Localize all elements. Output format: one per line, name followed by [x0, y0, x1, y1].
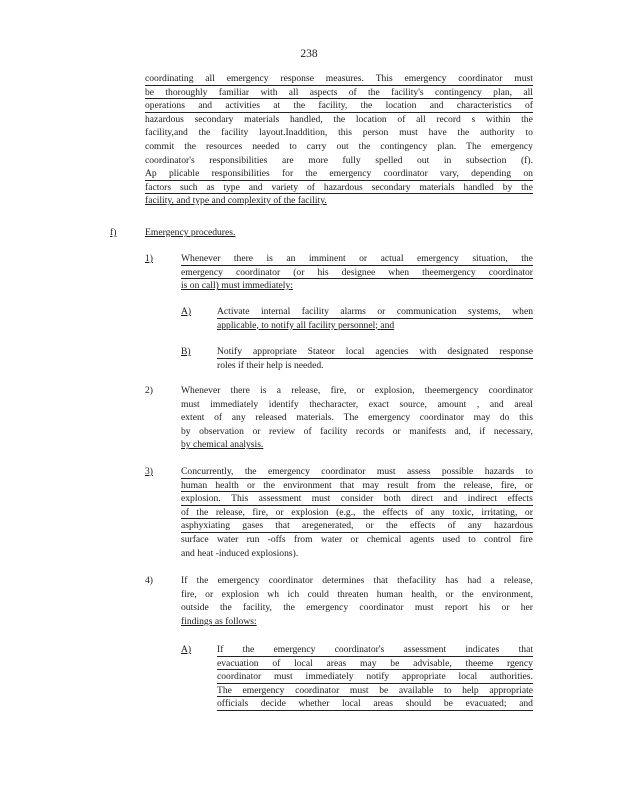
- item-3-text: [181, 465, 533, 560]
- item-4-text: [181, 574, 533, 628]
- page-number: 238: [300, 48, 318, 60]
- item-1-line-1: Whenever there is an imminent or actual emergency situation, the: [181, 253, 533, 264]
- intro-line-4: hazardous secondary materials handled, the location of all record s within the: [145, 113, 533, 125]
- intro-line-5: facility,and the facility layout.Inaddition, this person must have the authority to: [145, 127, 533, 139]
- item-1-text: [181, 252, 533, 293]
- section-f-label: f): [110, 227, 117, 238]
- item-3-line-5: asphyxiating gases that aregenerated, or the effects of any hazardous: [181, 520, 533, 532]
- item-3-line-1: Concurrently, the emergency coordinator must assess possible hazards to: [181, 466, 533, 477]
- item-1a-text: [217, 305, 533, 332]
- item-4-line-1: If the emergency coordinator determines that thefacility has had a release,: [181, 575, 533, 586]
- item-1-line-3: is on call) must immediately:: [181, 280, 293, 292]
- item-4-line-4: findings as follows:: [181, 615, 257, 627]
- item-1-line-2: emergency coordinator (or his designee when theemergency coordinator: [181, 266, 533, 278]
- intro-line-9: factors such as type and variety of hazardous secondary materials handled by the: [145, 181, 533, 193]
- item-4a-line-4: The emergency coordinator must be available to help appropriate: [217, 684, 533, 696]
- item-2-line-1: Whenever there is a release, fire, or explosion, theemergency coordinator: [181, 385, 533, 396]
- item-4a-label: A): [181, 644, 192, 655]
- item-2-text: [181, 384, 533, 452]
- section-f-title: Emergency procedures.: [145, 227, 236, 238]
- item-4a-line-1: If the emergency coordinator's assessment indicates that: [217, 644, 533, 655]
- item-2-line-5: by chemical analysis.: [181, 439, 264, 451]
- item-4a-line-2: evacuation of local areas may be advisable, theeme rgency: [217, 657, 533, 669]
- item-4-line-2: fire, or explosion wh ich could threaten human health, or the environment,: [181, 588, 533, 600]
- item-3-line-7: and heat -induced explosions).: [181, 547, 299, 559]
- intro-line-6: commit the resources needed to carry out the contingency plan. The emergency: [145, 140, 533, 152]
- item-3-label: 3): [145, 466, 153, 477]
- intro-paragraph: [145, 72, 533, 208]
- item-4a-line-5: officials decide whether local areas should be evacuated; and: [217, 698, 533, 710]
- item-1a-line-1: Activate internal facility alarms or communication systems, when: [217, 306, 533, 317]
- intro-line-10: facility, and type and complexity of the facility.: [145, 195, 327, 207]
- item-1a-line-2: applicable, to notify all facility personnel; and: [217, 319, 395, 331]
- item-1b-line-2: roles if their help is needed.: [217, 359, 324, 371]
- item-2-line-3: extent of any released materials. The emergency coordinator may do this: [181, 412, 533, 424]
- item-3-line-2: human health or the environment that may result from the release, fire, or: [181, 479, 533, 491]
- item-2-line-2: must immediately identify thecharacter, exact source, amount , and areal: [181, 398, 533, 410]
- item-3-line-3: explosion. This assessment must consider both direct and indirect effects: [181, 493, 533, 505]
- intro-line-3: operations and activities at the facility, the location and characteristics of: [145, 100, 533, 112]
- item-2-label: 2): [145, 385, 153, 396]
- item-1b-label: B): [181, 346, 191, 357]
- item-1a-label: A): [181, 306, 192, 317]
- item-1b-text: [217, 345, 533, 372]
- intro-line-2: be thoroughly familiar with all aspects of the facility's contingency plan, all: [145, 86, 533, 98]
- item-1b-line-1: Notify appropriate Stateor local agencies with designated response: [217, 346, 533, 357]
- intro-line-7: coordinator's responsibilities are more fully spelled out in subsection (f).: [145, 154, 533, 166]
- intro-line-1: coordinating all emergency response measures. This emergency coordinator must: [145, 73, 533, 84]
- item-4-line-3: outside the facility, the emergency coordinator must report his or her: [181, 602, 533, 614]
- item-3-line-4: of the release, fire, or explosion (e.g., the effects of any toxic, irritating, or: [181, 506, 533, 518]
- item-4-label: 4): [145, 575, 153, 586]
- item-3-line-6: surface water run -offs from water or chemical agents used to control fire: [181, 533, 533, 545]
- item-4a-text: [217, 643, 533, 711]
- intro-line-8: Ap plicable responsibilities for the emergency coordinator vary, depending on: [145, 168, 533, 180]
- item-1-label: 1): [145, 253, 153, 264]
- item-4a-line-3: coordinator must immediately notify appropriate local authorities.: [217, 671, 533, 683]
- item-2-line-4: by observation or review of facility records or manifests and, if necessary,: [181, 425, 533, 437]
